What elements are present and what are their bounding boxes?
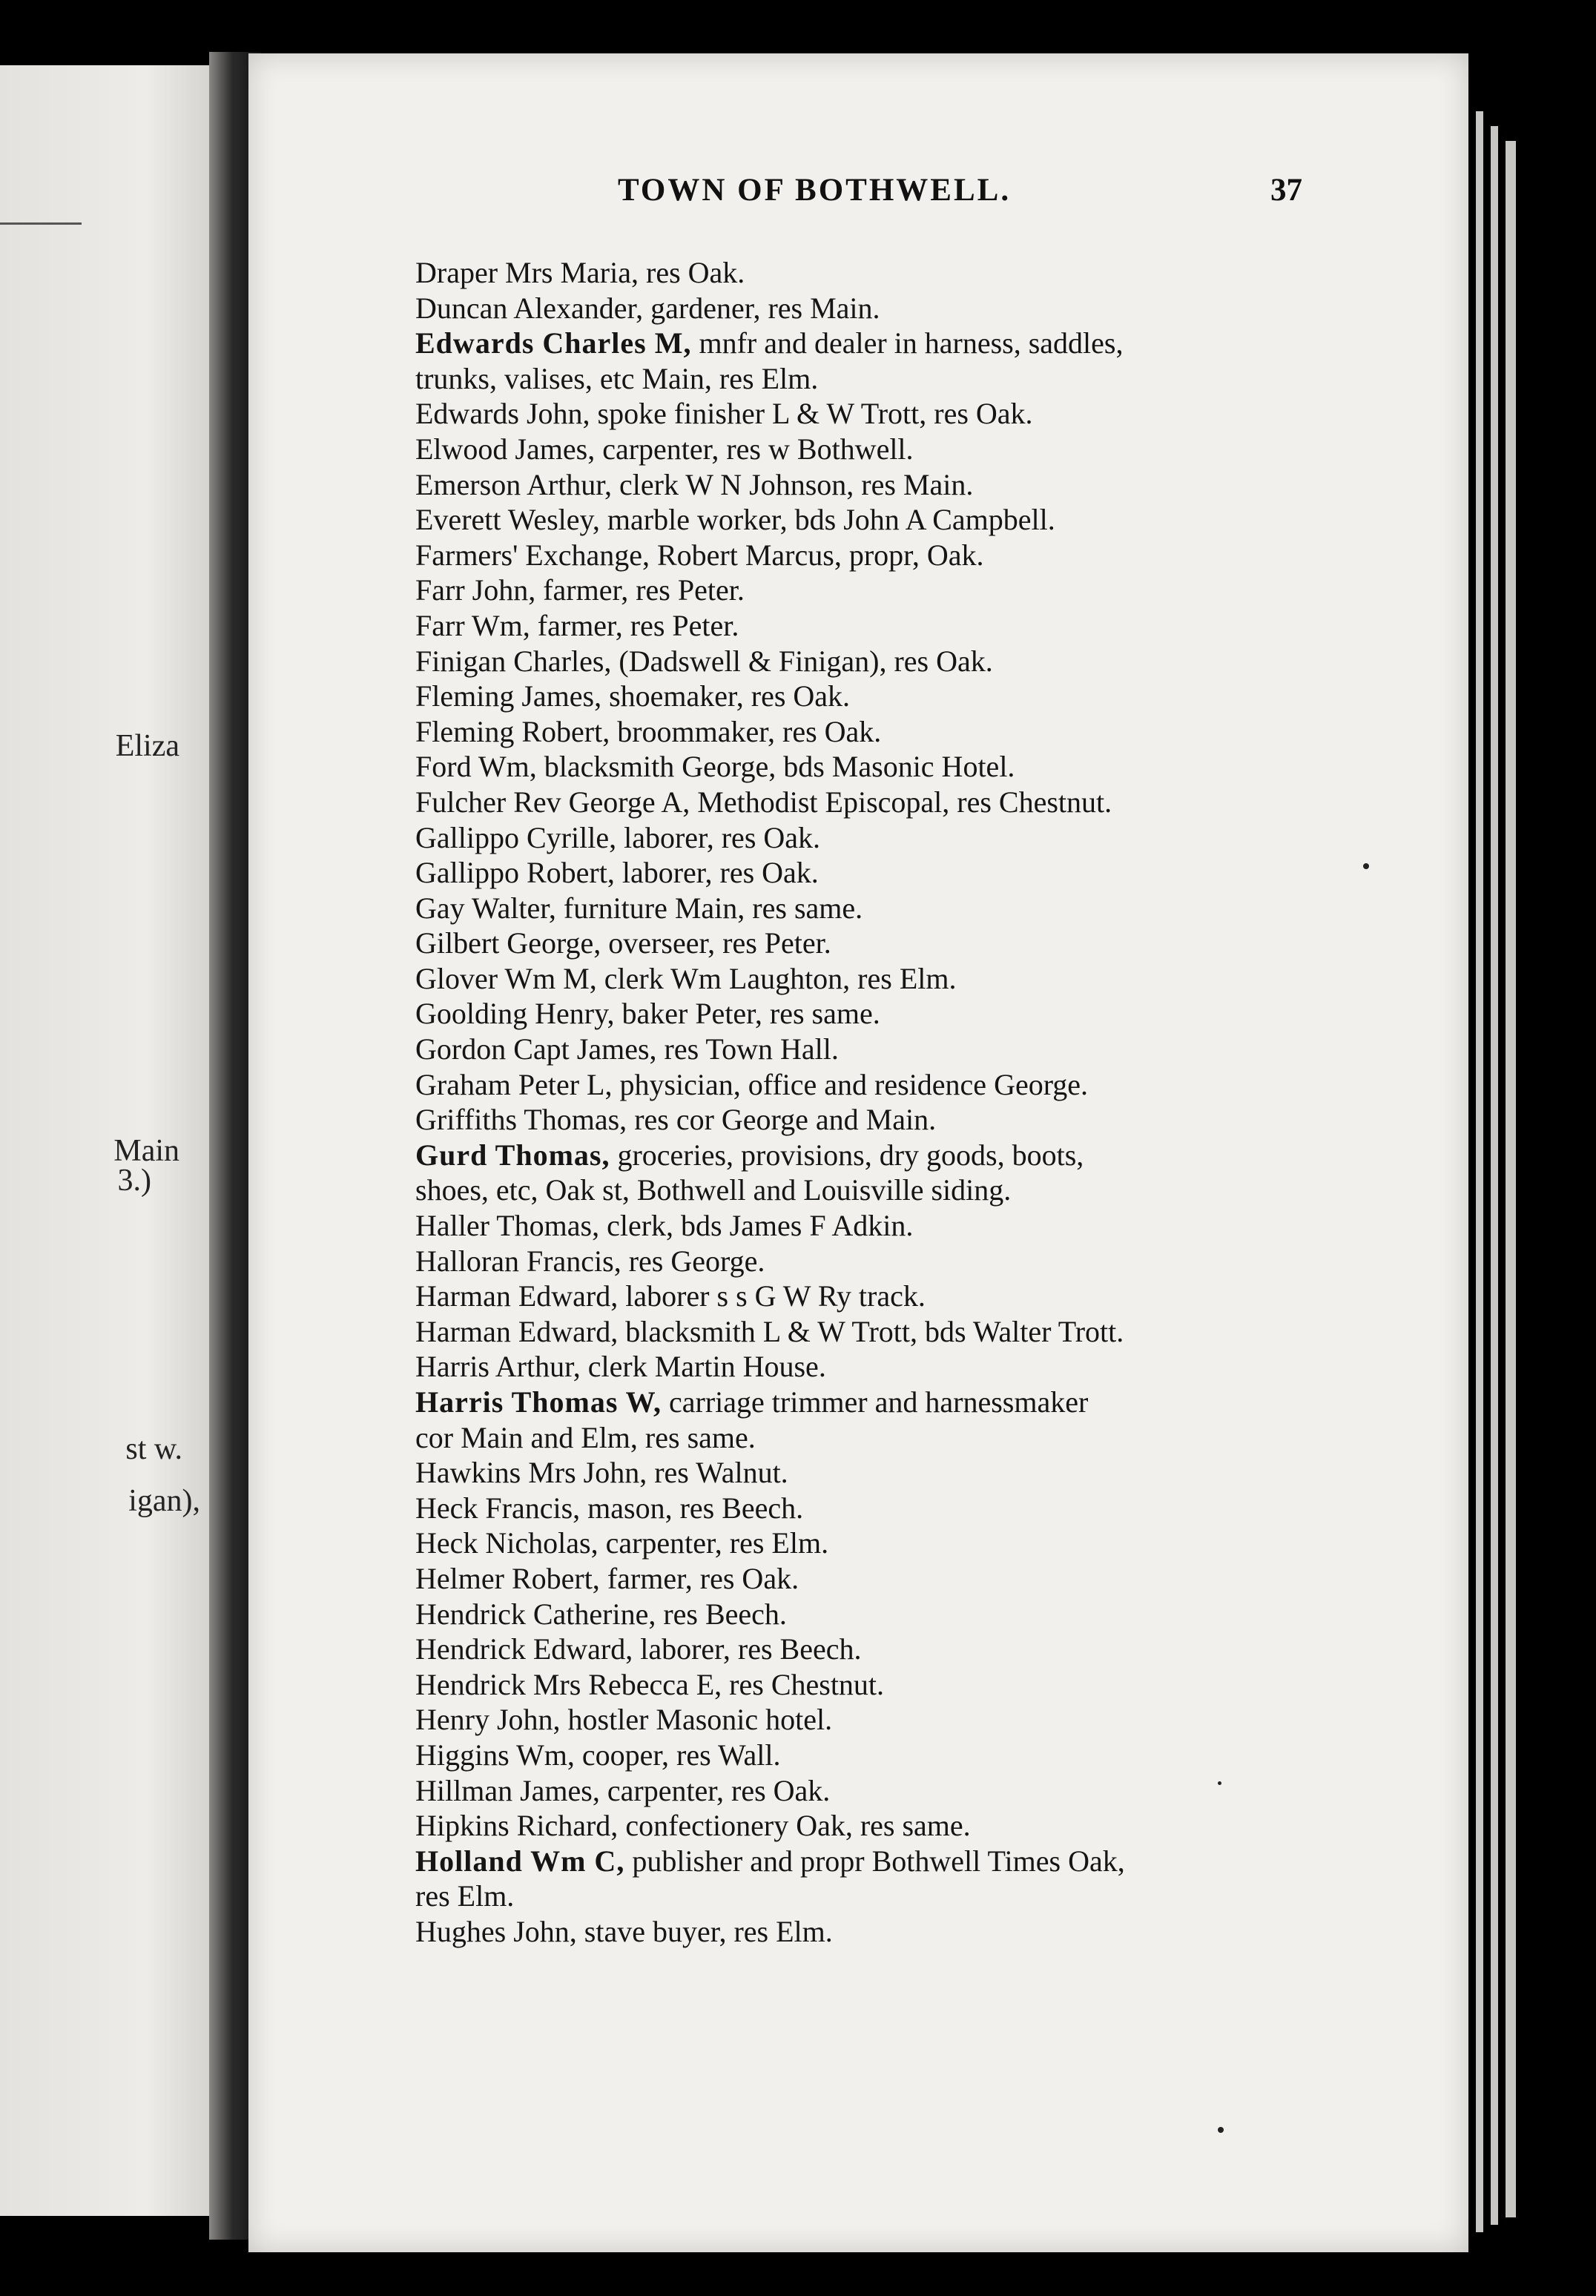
left-facing-page — [0, 65, 209, 2216]
directory-entry — [415, 291, 1446, 326]
directory-entry — [415, 573, 1446, 608]
directory-entry — [415, 396, 1446, 432]
entry-name: Finigan Charles, — [415, 644, 612, 678]
directory-entry — [415, 1314, 1446, 1350]
entry-details: laborer s s G W Ry track. — [618, 1279, 926, 1313]
entry-name: Higgins Wm, — [415, 1738, 575, 1772]
entry-name: Farmers' Exchange, — [415, 538, 650, 572]
directory-entry — [415, 1491, 1446, 1526]
entry-name: Draper Mrs Maria, — [415, 256, 639, 289]
entry-details: broommaker, res Oak. — [610, 714, 882, 748]
entry-details: farmer, res Oak. — [599, 1561, 799, 1595]
entry-name: Fulcher Rev George A, — [415, 785, 690, 819]
entry-name: Hipkins Richard, — [415, 1809, 619, 1843]
entry-details: res Walnut. — [647, 1456, 788, 1490]
entry-name: Harman Edward, — [415, 1314, 619, 1348]
directory-entry — [415, 1067, 1446, 1103]
entry-name: Hendrick Mrs Rebecca E, — [415, 1667, 722, 1701]
left-page-fragment: Main — [113, 1134, 179, 1168]
directory-entry — [415, 1208, 1446, 1244]
directory-entry — [415, 1138, 1446, 1208]
entry-details: groceries, provisions, dry goods, boots, — [610, 1138, 1084, 1172]
page-edge-stack — [1506, 141, 1516, 2217]
page-number: 37 — [1270, 173, 1302, 208]
directory-entry — [415, 467, 1446, 503]
entry-details: clerk Martin House. — [580, 1350, 826, 1384]
entry-details: clerk, bds James F Adkin. — [599, 1209, 914, 1243]
directory-page — [248, 53, 1468, 2252]
entry-details: confectionery Oak, res same. — [618, 1809, 971, 1843]
left-page-fragment: igan), — [128, 1484, 200, 1518]
directory-entry — [415, 1525, 1446, 1561]
entry-name: Fleming Robert, — [415, 714, 610, 748]
entry-details: Robert Marcus, propr, Oak. — [649, 538, 984, 572]
directory-entry — [415, 891, 1446, 926]
entry-name: Hawkins Mrs John, — [415, 1456, 647, 1490]
print-speck — [1363, 863, 1369, 869]
directory-entry — [415, 1844, 1446, 1914]
directory-entry — [415, 820, 1446, 856]
print-speck — [1218, 2127, 1224, 2133]
directory-entry — [415, 1773, 1446, 1809]
directory-entry — [415, 926, 1446, 961]
entry-details: res cor George and Main. — [627, 1103, 937, 1137]
entry-name: Farr John, — [415, 573, 536, 607]
entry-details: carpenter, res Oak. — [599, 1773, 831, 1807]
entry-name: Heck Francis, — [415, 1491, 581, 1525]
directory-entry — [415, 1385, 1446, 1455]
entry-name: Griffiths Thomas, — [415, 1103, 627, 1137]
left-page-fragment: 3.) — [117, 1164, 151, 1198]
entry-details: laborer, res Oak. — [614, 856, 819, 890]
entry-continuation: res Elm. — [415, 1879, 515, 1913]
left-page-rule — [0, 222, 82, 225]
entry-details: clerk W N Johnson, res Main. — [612, 467, 974, 501]
entry-details: cooper, res Wall. — [574, 1738, 781, 1772]
entry-name: Hendrick Catherine, — [415, 1597, 656, 1631]
entry-name: Fleming James, — [415, 679, 602, 713]
entry-name: Harman Edward, — [415, 1279, 619, 1313]
entry-details: res George. — [621, 1244, 765, 1278]
entry-name: Gilbert George, — [415, 926, 601, 960]
entry-name: Graham Peter L, — [415, 1067, 613, 1101]
directory-entry — [415, 255, 1446, 291]
entry-name: Haller Thomas, — [415, 1209, 600, 1243]
directory-entry — [415, 1632, 1446, 1667]
entry-name: Ford Wm, — [415, 750, 537, 784]
entry-details: carpenter, res w Bothwell. — [595, 432, 914, 466]
directory-entry — [415, 1667, 1446, 1703]
entry-name: Henry John, — [415, 1703, 561, 1737]
entry-details: farmer, res Peter. — [535, 573, 745, 607]
entry-name: Edwards John, — [415, 397, 590, 431]
entry-details: hostler Masonic hotel. — [560, 1703, 833, 1737]
entry-name: Hendrick Edward, — [415, 1632, 633, 1666]
entry-continuation: trunks, valises, etc Main, res Elm. — [415, 361, 819, 395]
entry-name: Hillman James, — [415, 1773, 600, 1807]
entry-name: Gordon Capt James, — [415, 1032, 657, 1066]
directory-entry — [415, 961, 1446, 997]
entry-details: res Chestnut. — [722, 1667, 885, 1701]
directory-entry — [415, 538, 1446, 573]
entry-details: res Oak. — [639, 256, 745, 289]
entry-details: res Beech. — [656, 1597, 787, 1631]
entry-continuation: cor Main and Elm, res same. — [415, 1420, 756, 1454]
directory-entry — [415, 1738, 1446, 1773]
entry-details: spoke finisher L & W Trott, res Oak. — [590, 397, 1033, 431]
left-page-fragment: st w. — [125, 1432, 182, 1466]
entry-details: overseer, res Peter. — [601, 926, 831, 960]
entry-name: Holland Wm C, — [415, 1844, 625, 1878]
directory-entry — [415, 326, 1446, 396]
entry-name: Emerson Arthur, — [415, 467, 613, 501]
directory-entry — [415, 679, 1446, 714]
entry-details: laborer, res Oak. — [616, 820, 821, 854]
entry-details: farmer, res Peter. — [530, 608, 739, 642]
entry-name: Edwards Charles M, — [415, 326, 692, 360]
directory-entry — [415, 1561, 1446, 1597]
entry-details: carpenter, res Elm. — [598, 1526, 829, 1560]
directory-entry — [415, 1455, 1446, 1491]
entry-name: Gallippo Robert, — [415, 856, 615, 890]
entry-details: publisher and propr Bothwell Times Oak, — [624, 1844, 1125, 1878]
entry-name: Harris Arthur, — [415, 1350, 581, 1384]
directory-entry — [415, 1349, 1446, 1385]
entry-name: Gurd Thomas, — [415, 1138, 610, 1172]
directory-entry — [415, 1702, 1446, 1738]
directory-entry — [415, 785, 1446, 820]
directory-entry — [415, 1597, 1446, 1632]
entry-details: gardener, res Main. — [643, 291, 880, 325]
entry-details: res Town Hall. — [656, 1032, 839, 1066]
page-edge-stack — [1476, 111, 1483, 2232]
entry-name: Goolding Henry, — [415, 997, 615, 1031]
directory-entry — [415, 855, 1446, 891]
directory-entry — [415, 996, 1446, 1032]
entry-name: Everett Wesley, — [415, 503, 600, 537]
directory-entry — [415, 432, 1446, 467]
entry-details: Methodist Episcopal, res Chestnut. — [690, 785, 1112, 819]
entry-name: Gay Walter, — [415, 891, 556, 925]
print-speck — [1218, 1781, 1221, 1785]
entry-name: Halloran Francis, — [415, 1244, 621, 1278]
entry-details: clerk Wm Laughton, res Elm. — [596, 961, 957, 995]
entry-details: mason, res Beech. — [580, 1491, 804, 1525]
entry-name: Gallippo Cyrille, — [415, 820, 617, 854]
directory-entry — [415, 1032, 1446, 1067]
entry-details: laborer, res Beech. — [633, 1632, 862, 1666]
entry-name: Harris Thomas W, — [415, 1385, 662, 1419]
entry-details: stave buyer, res Elm. — [576, 1914, 833, 1948]
entry-details: shoemaker, res Oak. — [601, 679, 851, 713]
entry-details: marble worker, bds John A Campbell. — [599, 503, 1055, 537]
entry-name: Farr Wm, — [415, 608, 530, 642]
entry-name: Elwood James, — [415, 432, 596, 466]
entry-details: mnfr and dealer in harness, saddles, — [691, 326, 1124, 360]
entry-details: carriage trimmer and harnessmaker — [662, 1385, 1089, 1419]
entry-name: Glover Wm M, — [415, 961, 597, 995]
entry-details: blacksmith L & W Trott, bds Walter Trott. — [618, 1314, 1124, 1348]
entry-name: Duncan Alexander, — [415, 291, 644, 325]
directory-entry — [415, 714, 1446, 750]
directory-entry — [415, 608, 1446, 644]
entry-name: Heck Nicholas, — [415, 1526, 598, 1560]
entry-details: furniture Main, res same. — [555, 891, 863, 925]
entry-details: blacksmith George, bds Masonic Hotel. — [536, 750, 1015, 784]
directory-entry — [415, 749, 1446, 785]
directory-entry — [415, 1102, 1446, 1138]
entry-details: baker Peter, res same. — [614, 997, 880, 1031]
page-edge-stack — [1491, 126, 1498, 2225]
entry-details: physician, office and residence George. — [612, 1067, 1089, 1101]
directory-entry — [415, 1808, 1446, 1844]
directory-entry — [415, 644, 1446, 679]
directory-entry — [415, 1244, 1446, 1279]
left-page-fragment: Eliza — [115, 729, 179, 763]
entry-name: Helmer Robert, — [415, 1561, 600, 1595]
entry-details: (Dadswell & Finigan), res Oak. — [611, 644, 993, 678]
directory-entry — [415, 502, 1446, 538]
directory-entries — [415, 255, 1446, 1950]
entry-continuation: shoes, etc, Oak st, Bothwell and Louisville siding. — [415, 1173, 1012, 1207]
running-head: TOWN OF BOTHWELL. — [618, 173, 1012, 208]
entry-name: Hughes John, — [415, 1914, 577, 1948]
page-header — [248, 172, 1468, 217]
directory-entry — [415, 1279, 1446, 1314]
directory-entry — [415, 1914, 1446, 1950]
